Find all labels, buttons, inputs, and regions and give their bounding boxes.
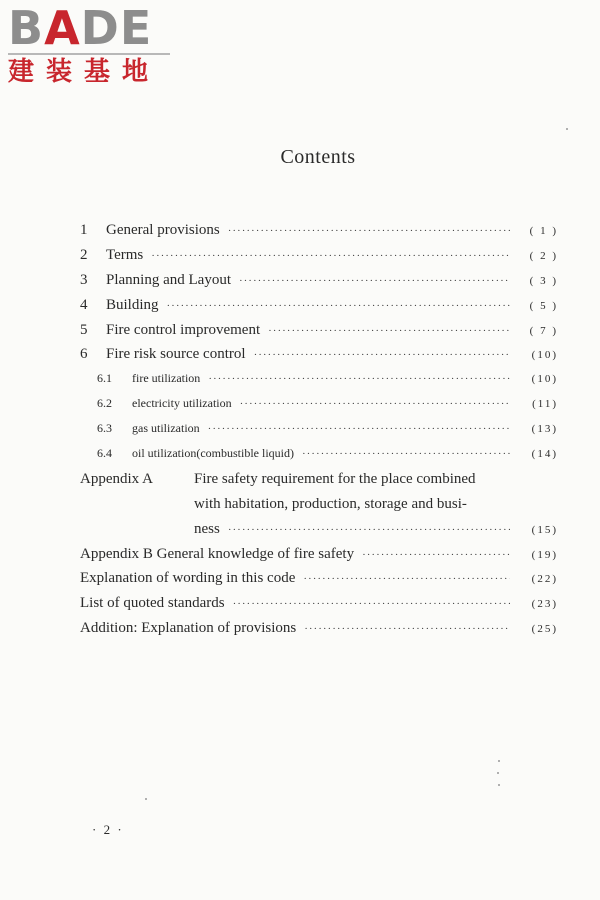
toc-number: 1 [80, 222, 88, 238]
toc-leader [254, 349, 510, 361]
toc-leader [233, 598, 510, 610]
toc-number: 4 [80, 296, 88, 313]
toc-page: (23) [531, 598, 558, 611]
toc-leader [303, 573, 510, 585]
toc-page: (13) [531, 423, 558, 436]
toc-label: Addition: Explanation of provisions [80, 620, 297, 637]
appendix-a-line-2 [80, 496, 558, 521]
toc-number: 5 [80, 321, 88, 338]
toc-entry-appendix-a[interactable] [80, 471, 558, 546]
toc-leader [268, 325, 510, 337]
toc-label: electricity utilization [132, 396, 232, 411]
toc-subentry-6-1[interactable] [80, 371, 558, 396]
toc-page: (19) [531, 548, 558, 561]
toc-page: (22) [531, 573, 558, 586]
toc-page: (14) [531, 448, 558, 461]
toc-label: gas utilization [132, 421, 200, 436]
toc-entry-2[interactable] [80, 247, 558, 272]
toc-entry-wording-explanation[interactable] [80, 570, 558, 595]
toc-subentry-6-3[interactable] [80, 421, 558, 446]
toc-entry-provisions-explanation[interactable] [80, 620, 558, 645]
toc-number: 6.4 [97, 446, 112, 461]
toc-entry-3[interactable] [80, 272, 558, 297]
toc-page: (10) [531, 373, 558, 386]
toc-number: 3 [80, 271, 88, 288]
toc-number: 2 [80, 246, 88, 263]
scan-speck [566, 128, 568, 130]
toc-subentry-6-4[interactable] [80, 446, 558, 471]
appendix-a-line-1 [80, 471, 558, 496]
toc-page: (15) [531, 523, 558, 536]
toc-page: ( 2 ) [529, 249, 558, 262]
toc-leader [208, 423, 510, 435]
toc-label: Planning and Layout [106, 271, 231, 288]
toc-leader [240, 398, 510, 410]
toc-leader [228, 524, 510, 536]
appendix-a-title-line-1: Fire safety requirement for the place combined [194, 470, 476, 487]
toc-number: 6.1 [97, 371, 112, 386]
toc-entry-appendix-b[interactable] [80, 546, 558, 571]
toc-leader [151, 250, 510, 262]
toc-subentry-6-2[interactable] [80, 396, 558, 421]
toc-label: Fire risk source control [106, 346, 246, 363]
scan-speck [498, 784, 500, 786]
toc-number: 6 [80, 346, 88, 363]
toc-entry-5[interactable] [80, 322, 558, 347]
toc-page: (11) [532, 398, 558, 411]
toc-page: ( 3 ) [529, 274, 558, 287]
toc-leader [228, 225, 510, 237]
toc-number: 6.2 [97, 396, 112, 411]
logo-chinese-text: 建装基地 [8, 57, 161, 87]
toc-leader [304, 623, 510, 635]
scan-speck [497, 772, 499, 774]
toc-label: General provisions [106, 222, 220, 238]
scan-speck [145, 798, 147, 800]
toc-leader [239, 275, 510, 287]
toc-page: (10) [531, 349, 558, 362]
appendix-a-head: Appendix A [80, 470, 153, 487]
appendix-a-title-line-3: ness [194, 520, 220, 537]
appendix-a-title-line-2: with habitation, production, storage and busi- [194, 495, 467, 512]
toc-page: ( 5 ) [529, 299, 558, 312]
toc-label: Explanation of wording in this code [80, 570, 296, 587]
toc-entry-4[interactable] [80, 297, 558, 322]
toc-entry-1[interactable] [80, 222, 558, 247]
scan-speck [498, 760, 500, 762]
page-title: Contents [280, 146, 356, 168]
toc-leader [362, 549, 510, 561]
table-of-contents [80, 222, 558, 645]
toc-number: 6.3 [97, 421, 112, 436]
toc-page: (25) [531, 623, 558, 636]
toc-label: Building [106, 296, 159, 313]
toc-leader [302, 448, 510, 460]
toc-label: fire utilization [132, 371, 201, 386]
toc-label: Appendix B General knowledge of fire safety [80, 545, 355, 562]
appendix-a-line-3 [80, 521, 558, 546]
page-number: · 2 · [92, 822, 124, 837]
toc-page: ( 1 ) [529, 225, 558, 237]
toc-page: ( 7 ) [529, 324, 558, 337]
toc-leader [167, 300, 510, 312]
toc-label: Terms [106, 246, 144, 263]
toc-entry-quoted-standards[interactable] [80, 595, 558, 620]
toc-label: Fire control improvement [106, 321, 261, 338]
logo-wordmark: BADE [8, 1, 153, 55]
toc-leader [208, 373, 510, 385]
toc-label: List of quoted standards [80, 595, 225, 612]
toc-entry-6[interactable] [80, 346, 558, 371]
toc-label: oil utilization(combustible liquid) [132, 446, 294, 461]
brand-logo [8, 1, 178, 87]
